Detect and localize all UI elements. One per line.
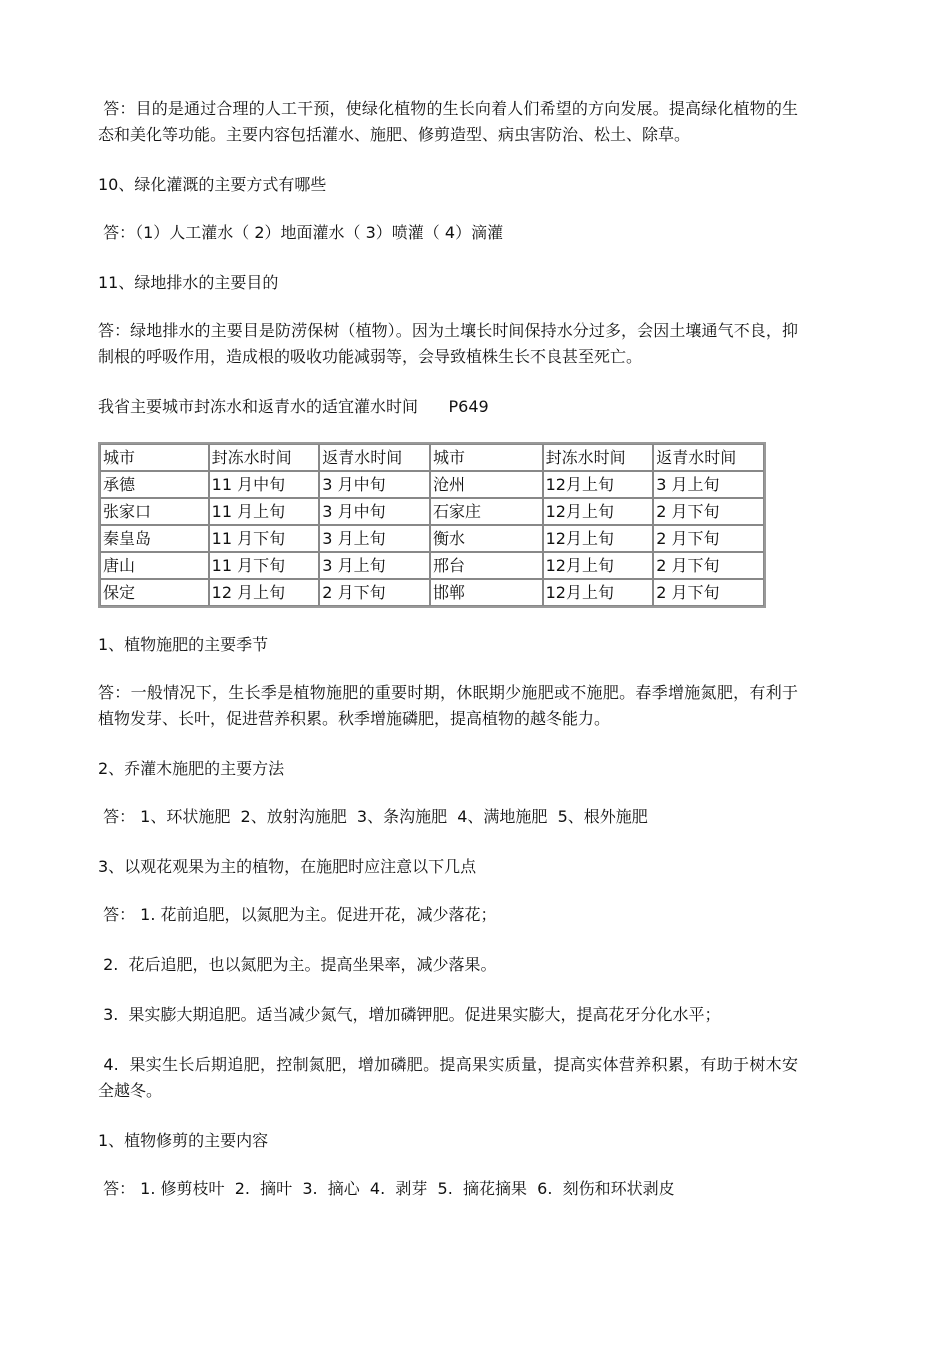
q11-answer: 答：绿地排水的主要目是防涝保树（植物）。因为土壤长时间保持水分过多，会因土壤通气不良，抑制根的呼吸作用，造成根的吸收功能减弱等，会导致植株生长不良甚至死亡。: [98, 321, 798, 366]
table-cell: 12 月上旬: [209, 579, 320, 606]
table-cell: 3 月中旬: [319, 498, 430, 525]
table-cell: 11 月上旬: [209, 498, 320, 525]
table-header-cell: 封冻水时间: [209, 444, 320, 471]
table-header-cell: 返青水时间: [319, 444, 430, 471]
fertilizer-q3-answer-3: 3. 果实膨大期追肥。适当减少氮气，增加磷钾肥。促进果实膨大，提高花牙分化水平；: [98, 1005, 721, 1024]
table-header-cell: 城市: [430, 444, 543, 471]
fertilizer-q3-title: 3、以观花观果为主的植物，在施肥时应注意以下几点: [98, 857, 477, 876]
table-header-cell: 返青水时间: [653, 444, 764, 471]
table-row: [100, 579, 764, 606]
fertilizer-q3-answer-1: 答： 1. 花前追肥，以氮肥为主。促进开花，减少落花；: [98, 905, 497, 924]
pruning-q1-title: 1、植物修剪的主要内容: [98, 1131, 269, 1150]
table-cell: 保定: [100, 579, 209, 606]
table-cell: 2 月下旬: [653, 525, 764, 552]
q9-answer: 答：目的是通过合理的人工干预，使绿化植物的生长向着人们希望的方向发展。提高绿化植物的生态和美化等功能。主要内容包括灌水、施肥、修剪造型、病虫害防治、松土、除草。: [98, 99, 798, 144]
table-cell: 衡水: [430, 525, 543, 552]
table-cell: 12月上旬: [543, 471, 654, 498]
q10-title: 10、绿化灌溉的主要方式有哪些: [98, 175, 327, 194]
table-header-row: [100, 444, 764, 471]
table-cell: 唐山: [100, 552, 209, 579]
table-cell: 12月上旬: [543, 552, 654, 579]
table-cell: 3 月上旬: [653, 471, 764, 498]
table-row: [100, 498, 764, 525]
document-page: [98, 96, 798, 1226]
table-header-cell: 封冻水时间: [543, 444, 654, 471]
fertilizer-q3-answer-4: 4. 果实生长后期追肥，控制氮肥，增加磷肥。提高果实质量，提高实体营养积累，有助于树木安全越冬。: [98, 1055, 798, 1100]
fertilizer-q2-answer: 答： 1、环状施肥 2、放射沟施肥 3、条沟施肥 4、满地施肥 5、根外施肥: [98, 807, 648, 826]
pruning-q1-answer: 答： 1. 修剪枝叶 2. 摘叶 3. 摘心 4. 剥芽 5. 摘花摘果 6. 刻伤和环状剥皮: [98, 1179, 675, 1198]
table-cell: 12月上旬: [543, 579, 654, 606]
table-cell: 沧州: [430, 471, 543, 498]
table-header-cell: 城市: [100, 444, 209, 471]
table-title: 我省主要城市封冻水和返青水的适宜灌水时间 P649: [98, 397, 489, 416]
table-cell: 3 月上旬: [319, 552, 430, 579]
q10-answer: 答：（1）人工灌水（ 2）地面灌水（ 3）喷灌（ 4）滴灌: [98, 223, 504, 242]
table-cell: 12月上旬: [543, 525, 654, 552]
table-cell: 2 月下旬: [653, 579, 764, 606]
table-cell: 2 月下旬: [653, 498, 764, 525]
table-cell: 3 月上旬: [319, 525, 430, 552]
table-cell: 石家庄: [430, 498, 543, 525]
fertilizer-q3-answer-2: 2. 花后追肥，也以氮肥为主。提高坐果率，减少落果。: [98, 955, 497, 974]
irrigation-schedule-table: [98, 442, 766, 608]
table-cell: 12月上旬: [543, 498, 654, 525]
table-row: [100, 525, 764, 552]
table-row: [100, 471, 764, 498]
table-cell: 11 月中旬: [209, 471, 320, 498]
table-cell: 2 月下旬: [319, 579, 430, 606]
table-cell: 秦皇岛: [100, 525, 209, 552]
fertilizer-q1-title: 1、植物施肥的主要季节: [98, 635, 269, 654]
fertilizer-q2-title: 2、乔灌木施肥的主要方法: [98, 759, 285, 778]
table-cell: 3 月中旬: [319, 471, 430, 498]
table-row: [100, 552, 764, 579]
table-cell: 11 月下旬: [209, 525, 320, 552]
fertilizer-q1-answer: 答：一般情况下，生长季是植物施肥的重要时期，休眠期少施肥或不施肥。春季增施氮肥，有利于植物发芽、长叶，促进营养积累。秋季增施磷肥，提高植物的越冬能力。: [98, 683, 798, 728]
table-cell: 张家口: [100, 498, 209, 525]
table-cell: 邢台: [430, 552, 543, 579]
q11-title: 11、绿地排水的主要目的: [98, 273, 279, 292]
table-cell: 承德: [100, 471, 209, 498]
table-cell: 11 月下旬: [209, 552, 320, 579]
table-cell: 2 月下旬: [653, 552, 764, 579]
table-cell: 邯郸: [430, 579, 543, 606]
